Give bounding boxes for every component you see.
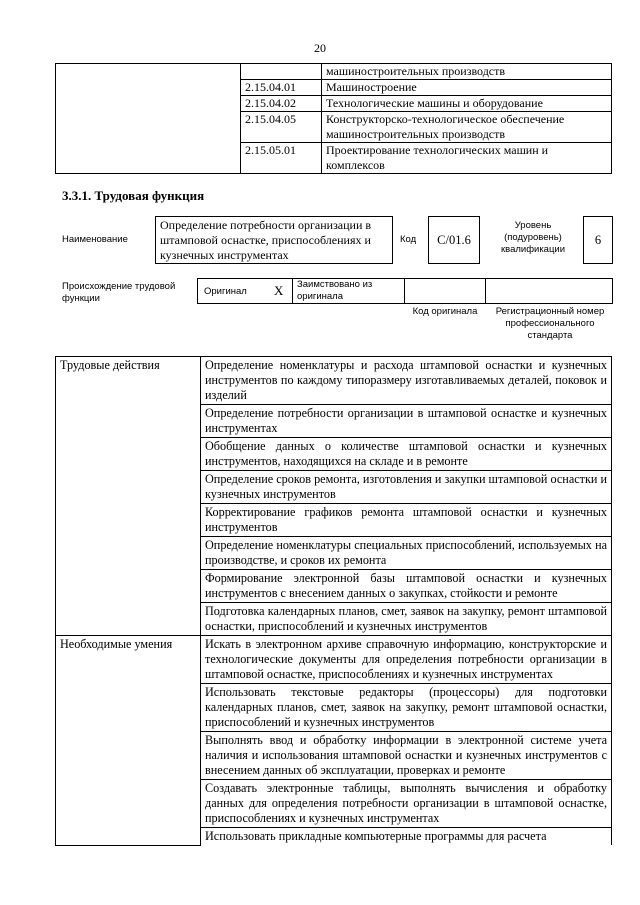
action-item: Определение номенклатуры и расхода штамповой оснастки и кузнечных инструментов по каждому типоразмеру изготавливаемых деталей, поковок и изделий	[201, 357, 612, 405]
code-cell: 2.15.04.01	[241, 80, 322, 96]
level-label: Уровень (подуровень) квалификации	[500, 220, 566, 255]
name-label: Наименование	[62, 234, 128, 245]
page-number: 20	[314, 41, 326, 55]
empty-cell	[56, 64, 241, 174]
name-cell: Конструкторско-технологическое обеспечение машиностроительных производств	[322, 112, 612, 143]
skills-label: Необходимые умения	[56, 636, 201, 846]
actions-label: Трудовые действия	[56, 357, 201, 636]
name-cell: Технологические машины и оборудование	[322, 96, 612, 112]
action-item: Обобщение данных о количестве штамповой оснастки и кузнечных инструментов, находящихся на складе и в ремонте	[201, 438, 612, 471]
table-row	[56, 636, 612, 684]
divider	[292, 278, 293, 304]
action-item: Определение потребности организации в штамповой оснастке и кузнечных инструментах	[201, 405, 612, 438]
name-cell: Машиностроение	[322, 80, 612, 96]
action-item: Формирование электронной базы штамповой оснастки и кузнечных инструментов с внесением данных о закупках, стойкости и ремонте	[201, 570, 612, 603]
original-mark: X	[274, 283, 284, 298]
code-original-caption: Код оригинала	[412, 306, 478, 317]
skill-item: Использовать прикладные компьютерные программы для расчета	[201, 828, 612, 846]
code-value-box: С/01.6	[428, 216, 480, 264]
function-details-table	[55, 356, 612, 846]
table-row	[56, 64, 612, 80]
code-cell: 2.15.04.05	[241, 112, 322, 143]
origin-label: Происхождение трудовой функции	[62, 281, 176, 304]
origin-row-box	[197, 278, 613, 304]
code-cell: 2.15.05.01	[241, 143, 322, 174]
function-name-box: Определение потребности организации в штамповой оснастке, приспособлениях и кузнечных инструментах	[155, 216, 393, 264]
original-label: Оригинал	[204, 286, 247, 297]
action-item: Подготовка календарных планов, смет, заявок на закупку, ремонт штамповой оснастки, приспособлений и кузнечных инструментов	[201, 603, 612, 636]
education-codes-table	[55, 63, 612, 174]
name-cell: машиностроительных производств	[322, 64, 612, 80]
divider	[404, 278, 405, 304]
action-item: Определение сроков ремонта, изготовления и закупки штамповой оснастки и кузнечных инструментов	[201, 471, 612, 504]
code-label: Код	[400, 234, 417, 245]
action-item: Определение номенклатуры специальных приспособлений, используемых на производстве, и сроков их ремонта	[201, 537, 612, 570]
action-item: Корректирование графиков ремонта штамповой оснастки и кузнечных инструментов	[201, 504, 612, 537]
skill-item: Создавать электронные таблицы, выполнять вычисления и обработку данных для определения потребности организации в штамповой оснастке, приспособлениях и кузнечных инструментах	[201, 780, 612, 828]
table-row	[56, 357, 612, 405]
level-value-box: 6	[583, 216, 613, 264]
skill-item: Выполнять ввод и обработку информации в электронной системе учета наличия и использования штамповой оснастки и кузнечных инструментов с внесением данных об эксплуатации, проверках и ремонте	[201, 732, 612, 780]
skill-item: Использовать текстовые редакторы (процессоры) для подготовки календарных планов, смет, заявок на закупку, ремонт штамповой оснастки, приспособлений и кузнечных инструментов	[201, 684, 612, 732]
reg-number-caption: Регистрационный номер профессионального стандарта	[495, 306, 605, 341]
skill-item: Искать в электронном архиве справочную информацию, конструкторские и технологические документы для определения потребности организации в штамповой оснастке, приспособлениях и кузнечных инструментах	[201, 636, 612, 684]
name-cell: Проектирование технологических машин и комплексов	[322, 143, 612, 174]
borrowed-label: Заимствовано из оригинала	[297, 279, 373, 302]
code-cell	[241, 64, 322, 80]
divider	[485, 278, 486, 304]
section-heading: 3.3.1. Трудовая функция	[62, 188, 205, 203]
code-cell: 2.15.04.02	[241, 96, 322, 112]
